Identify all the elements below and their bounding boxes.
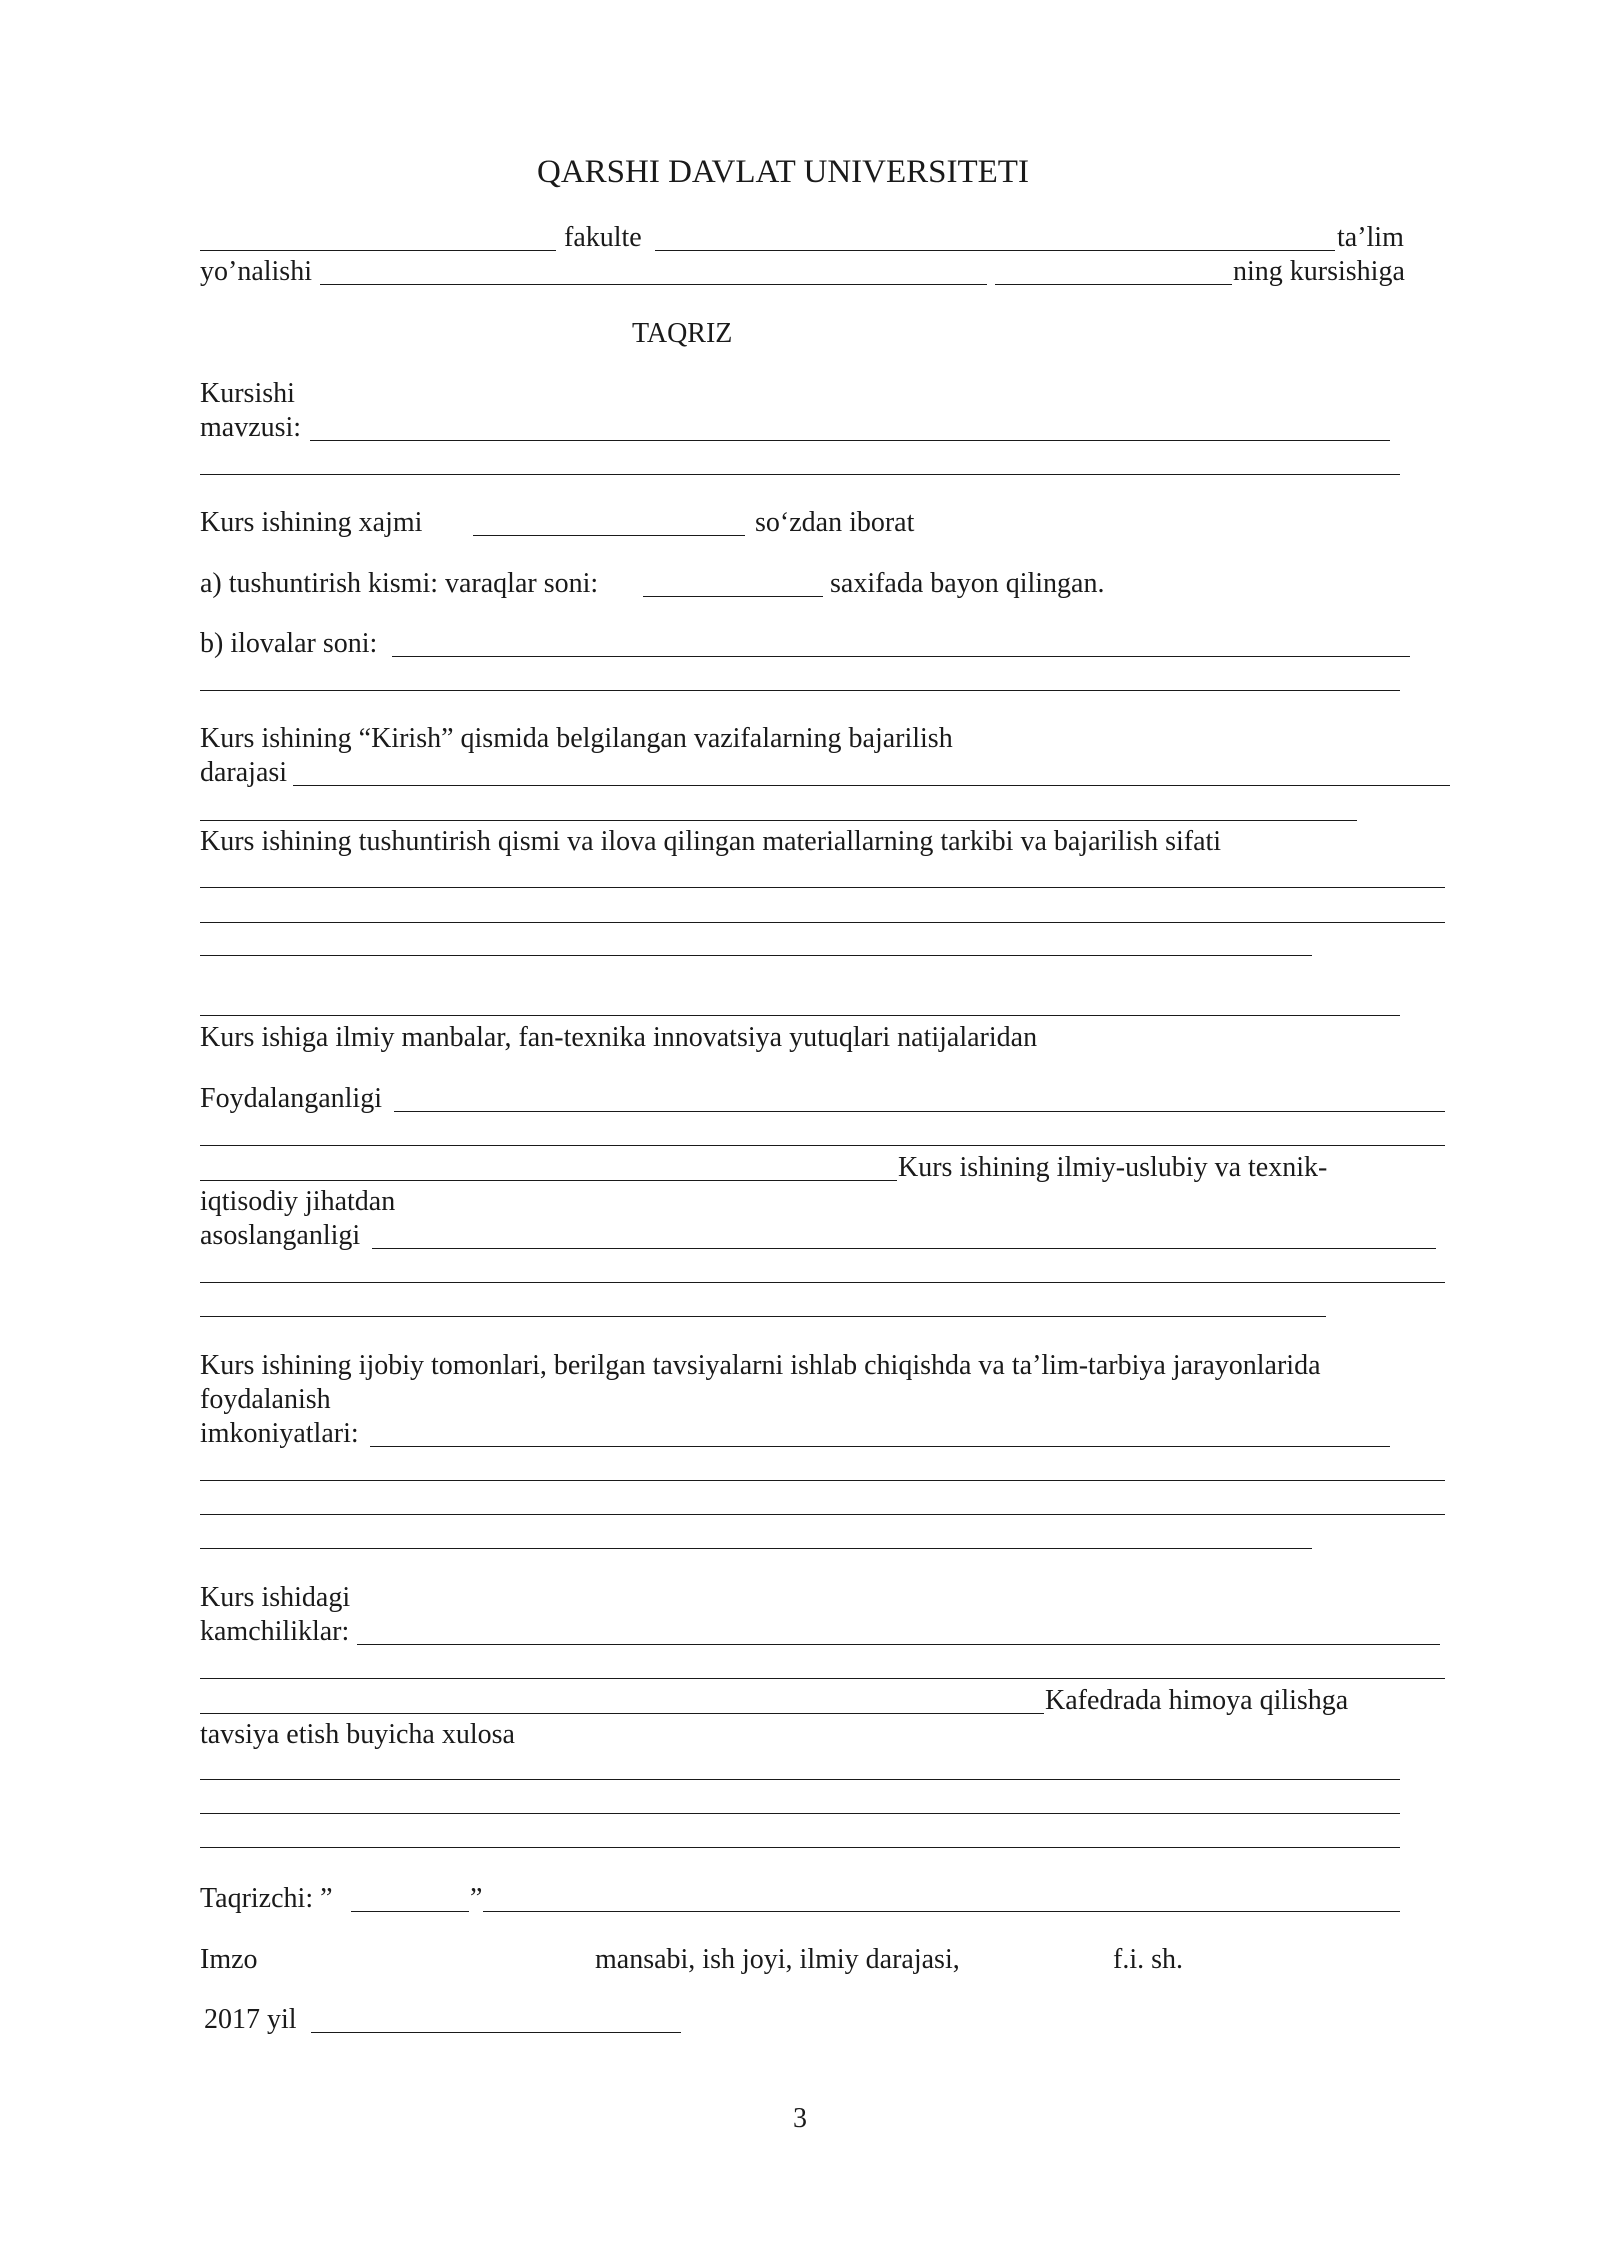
blank-conclusion-2[interactable] — [200, 1813, 1400, 1814]
blank-appendix-1[interactable] — [392, 656, 1410, 657]
blank-direction-name[interactable] — [320, 284, 987, 285]
shortcomings-label-line1: Kurs ishidagi — [200, 1582, 351, 1613]
blank-volume[interactable] — [473, 535, 745, 536]
reviewer-label: Taqrizchi: ” — [200, 1883, 333, 1914]
fakulte-label: fakulte — [564, 222, 642, 253]
conclusion-label-line2: tavsiya etish buyicha xulosa — [200, 1719, 515, 1750]
page-number: 3 — [793, 2103, 807, 2134]
blank-faculty[interactable] — [200, 250, 556, 251]
intro-label-line1: Kurs ishining “Kirish” qismida belgilangan vazifalarning bajarilish — [200, 723, 953, 754]
blank-shortcomings-2[interactable] — [200, 1678, 1445, 1679]
shortcomings-label-line2: kamchiliklar: — [200, 1616, 350, 1647]
kursishiga-label: ning kursishiga — [1233, 256, 1405, 287]
blank-sheets[interactable] — [643, 596, 823, 597]
blank-methodology-1[interactable] — [372, 1248, 1436, 1249]
blank-sources-2[interactable] — [200, 1145, 1445, 1146]
blank-appendix-2[interactable] — [200, 690, 1400, 691]
explanation-label: a) tushuntirish kismi: varaqlar soni: — [200, 568, 599, 599]
blank-positives-1[interactable] — [370, 1446, 1390, 1447]
blank-date[interactable] — [311, 2032, 681, 2033]
talim-label: ta’lim — [1337, 222, 1404, 253]
blank-intro-1[interactable] — [293, 785, 1450, 786]
name-label: f.i. sh. — [1113, 1944, 1183, 1975]
intro-label-line2: darajasi — [200, 757, 288, 788]
appendix-label: b) ilovalar soni: — [200, 628, 378, 659]
methodology-label: Kurs ishining ilmiy-uslubiy va texnik- — [898, 1152, 1328, 1183]
blank-quality-4[interactable] — [200, 1015, 1400, 1016]
blank-quality-1[interactable] — [200, 887, 1445, 888]
explanation-suffix: saxifada bayon qilingan. — [830, 568, 1105, 599]
blank-positives-4[interactable] — [200, 1548, 1312, 1549]
blank-quality-2[interactable] — [200, 922, 1445, 923]
volume-label: Kurs ishining xajmi — [200, 507, 423, 538]
blank-topic-2[interactable] — [200, 474, 1400, 475]
positives-label-line1: Kurs ishining ijobiy tomonlari, berilgan tavsiyalarni ishlab chiqishda va ta’lim-tarbiya jarayonlarida — [200, 1350, 1321, 1381]
position-label: mansabi, ish joyi, ilmiy darajasi, — [595, 1944, 960, 1975]
reviewer-quote-close: ” — [470, 1883, 483, 1914]
blank-conclusion-3[interactable] — [200, 1847, 1400, 1848]
blank-department[interactable] — [995, 284, 1232, 285]
positives-label-line3: imkoniyatlari: — [200, 1418, 359, 1449]
kursishi-label: Kursishi — [200, 378, 295, 409]
year-label: 2017 yil — [204, 2004, 297, 2035]
quality-label: Kurs ishining tushuntirish qismi va ilova qilingan materiallarning tarkibi va bajarilish sifati — [200, 826, 1222, 857]
yonalishi-label: yo’nalishi — [200, 256, 312, 287]
conclusion-label: Kafedrada himoya qilishga — [1045, 1685, 1349, 1716]
mavzusi-label: mavzusi: — [200, 412, 302, 443]
imzo-label: Imzo — [200, 1944, 258, 1975]
methodology-label-line3: asoslanganligi — [200, 1220, 361, 1251]
blank-sources-1[interactable] — [394, 1111, 1445, 1112]
positives-label-line2: foydalanish — [200, 1384, 331, 1415]
blank-direction[interactable] — [655, 250, 1335, 251]
sources-label: Kurs ishiga ilmiy manbalar, fan-texnika innovatsiya yutuqlari natijalaridan — [200, 1022, 1038, 1053]
blank-sources-3[interactable] — [200, 1180, 897, 1181]
blank-shortcomings-3[interactable] — [200, 1713, 1044, 1714]
blank-topic-1[interactable] — [310, 440, 1390, 441]
blank-intro-2[interactable] — [200, 820, 1357, 821]
methodology-label-line2: iqtisodiy jihatdan — [200, 1186, 396, 1217]
university-title: QARSHI DAVLAT UNIVERSITETI — [537, 154, 1029, 190]
blank-quality-3[interactable] — [200, 955, 1312, 956]
blank-reviewer-quoted[interactable] — [351, 1911, 469, 1912]
blank-positives-2[interactable] — [200, 1480, 1445, 1481]
volume-suffix: so‘zdan iborat — [755, 507, 915, 538]
blank-methodology-3[interactable] — [200, 1316, 1326, 1317]
blank-shortcomings-1[interactable] — [357, 1644, 1440, 1645]
blank-conclusion-1[interactable] — [200, 1779, 1400, 1780]
doc-title: TAQRIZ — [632, 318, 733, 349]
blank-reviewer-name[interactable] — [483, 1911, 1400, 1912]
blank-methodology-2[interactable] — [200, 1282, 1445, 1283]
sources-used-label: Foydalanganligi — [200, 1083, 382, 1114]
blank-positives-3[interactable] — [200, 1514, 1445, 1515]
